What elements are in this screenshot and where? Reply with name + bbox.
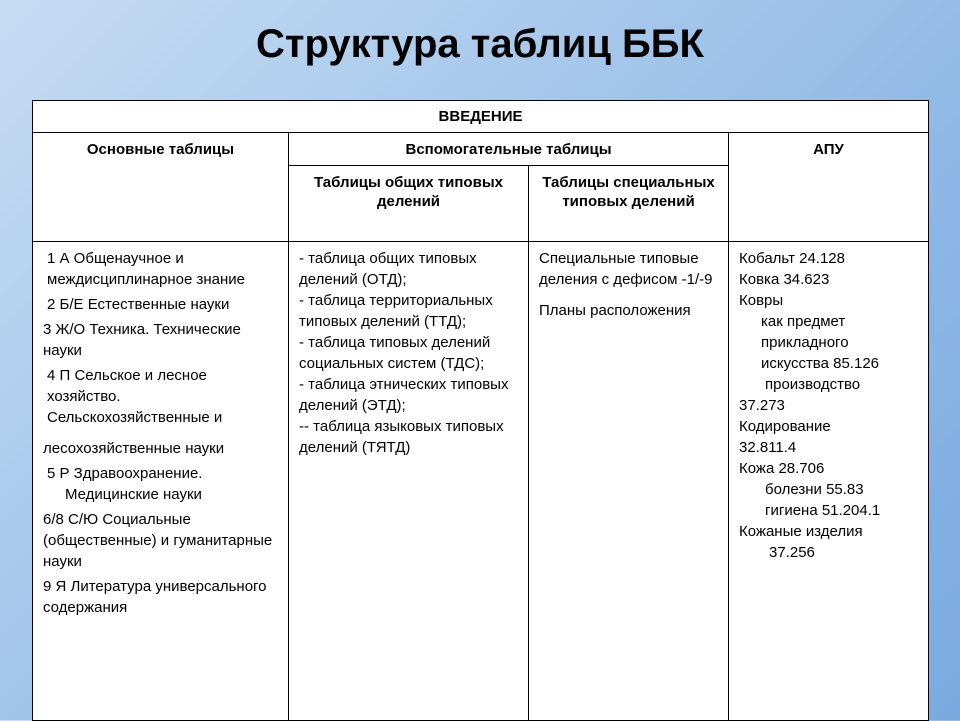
special-divisions-content [529, 242, 729, 721]
apu-item-7: производство [765, 376, 861, 393]
apu-item-10: 32.811.4 [739, 439, 797, 456]
general-item-1: - таблица общих типовых делений (ОТД); [299, 250, 477, 288]
special-item-1: Специальные типовые деления с дефисом -1/-9 [539, 250, 713, 288]
apu-item-2: Ковка 34.623 [739, 271, 830, 288]
auxiliary-tables-header-cell [289, 133, 729, 166]
apu-item-5: прикладного [761, 334, 849, 351]
main-tables-header: Основные таблицы [86, 141, 235, 158]
general-divisions-header: Таблицы общих типовых делений [314, 174, 503, 210]
content-row [33, 242, 929, 721]
apu-item-4: как предмет [761, 313, 846, 330]
main-item-3: 3 Ж/О Техника. Технические науки [43, 321, 241, 359]
apu-item-8: 37.273 [739, 397, 785, 414]
apu-item-9: Кодирование [739, 418, 831, 435]
general-item-2: - таблица территориальных типовых делений (ТТД); [299, 292, 493, 330]
main-tables-header-cell [33, 133, 289, 242]
main-item-7: 9 Я Литература универсального содержания [43, 578, 267, 616]
apu-item-3: Ковры [739, 292, 784, 309]
apu-item-1: Кобальт 24.128 [739, 250, 845, 267]
main-item-4: 4 П Сельское и лесное хозяйство. Сельскохозяйственные и [47, 367, 223, 426]
general-divisions-content [289, 242, 529, 721]
structure-table [32, 100, 929, 721]
apu-header-cell [729, 133, 929, 242]
main-item-4-continued: лесохозяйственные науки [43, 440, 225, 457]
apu-item-11: Кожа 28.706 [739, 460, 825, 477]
general-item-5: -- таблица языковых типовых делений (ТЯТД) [299, 418, 504, 456]
slide-title: Структура таблиц ББК [256, 22, 704, 66]
apu-item-6: искусства 85.126 [761, 355, 880, 372]
bbk-structure-table [32, 100, 928, 720]
header-row [33, 133, 929, 166]
apu-content [729, 242, 929, 721]
intro-row [33, 101, 929, 133]
general-divisions-header-cell [289, 166, 529, 242]
apu-item-13: гигиена 51.204.1 [765, 502, 881, 519]
main-tables-content [33, 242, 289, 721]
main-item-2: 2 Б/Е Естественные науки [47, 296, 230, 313]
special-item-2: Планы расположения [539, 302, 691, 319]
main-item-1: 1 А Общенаучное и междисциплинарное знание [47, 250, 245, 288]
intro-header: ВВЕДЕНИЕ [33, 101, 929, 133]
special-divisions-header: Таблицы специальных типовых делений [542, 174, 715, 210]
apu-item-14: Кожаные изделия [739, 523, 863, 540]
apu-item-12: болезни 55.83 [765, 481, 864, 498]
general-item-4: - таблица этнических типовых делений (ЭТД); [299, 376, 509, 414]
auxiliary-tables-header: Вспомогательные таблицы [405, 141, 612, 158]
main-item-5-continued: Медицинские науки [65, 486, 202, 503]
apu-header: АПУ [813, 141, 844, 158]
main-item-5: 5 Р Здравоохранение. [47, 465, 203, 482]
general-item-3: - таблица типовых делений социальных систем (ТДС); [299, 334, 491, 372]
special-divisions-header-cell [529, 166, 729, 242]
apu-item-15: 37.256 [769, 544, 815, 561]
main-item-6: 6/8 С/Ю Социальные (общественные) и гуманитарные науки [43, 511, 273, 570]
